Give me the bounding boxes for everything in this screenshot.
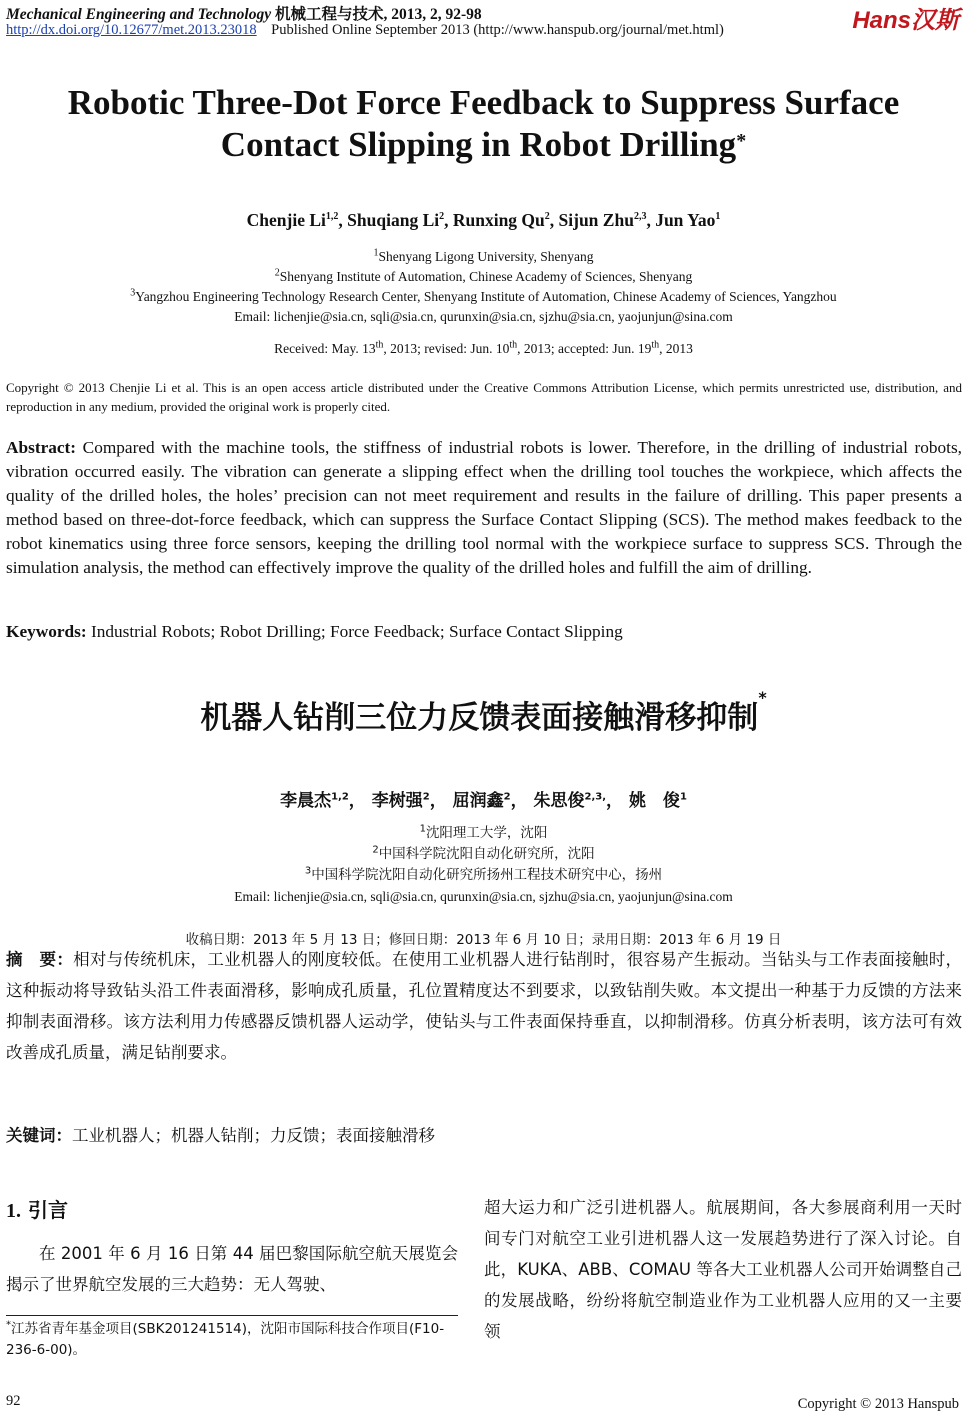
author: Chenjie Li$^{1,2}$, [246,210,348,230]
received-dates-en: Received: May. 13th, 2013; revised: Jun. 10th, 2013; accepted: Jun. 19th, 2013 [274,339,693,356]
author: Runxing Qu$^2$, [452,210,559,230]
body-column-left: 在 2001 年 6 月 16 日第 44 届巴黎国际航空航天展览会揭示了世界航空发展的三大趋势：无人驾驶、 [6,1244,458,1294]
affiliation-cn-2: $^2$中国科学院沈阳自动化研究所，沈阳 [372,844,595,862]
footnote: *江苏省青年基金项目(SBK201241514)，沈阳市国际科技合作项目(F10-236-6-00)。 [6,1319,445,1358]
keywords-cn-text: 工业机器人；机器人钻削；力反馈；表面接触滑移 [72,1126,435,1145]
email-cn: Email: lichenjie@sia.cn, sqli@sia.cn, qurunxin@sia.cn, sjzhu@sia.cn, yaojunjun@sina.com [234,889,733,904]
hanspub-logo: Hans汉斯 [852,7,959,34]
affiliations-cn [0,823,967,907]
paper-title-cn: 机器人钻削三位力反馈表面接触滑移抑制* [200,688,767,736]
footer-copyright: Copyright © 2013 Hanspub [797,1396,959,1412]
author: 李树强$^2$， [371,791,447,811]
received-dates-cn: 收稿日期：2013 年 5 月 13 日；修回日期：2013 年 6 月 10 日；录用日期：2013 年 6 月 19 日 [185,932,782,948]
abstract-text: Compared with the machine tools, the stiffness of industrial robots is lower. Therefore, in the drilling of industrial robots, vibration occurred easily. The vibration can generate a slipping effect when the drilling tool touches the workpiece, which affects the quality of the drilled holes, the holes’ precision can not meet requirement and results in the failure of drilling. This paper presents a method based on three-dot-force feedback, which can suppress the Surface Contact Slipping (SCS). The method makes feedback to the robot kinematics using three force sensors, keeping the drilling tool normal with the workpiece surface to suppress SCS. Through the simulation analysis, the method can effectively improve the quality of the drilled holes and fulfill the aim of drilling. [6,438,962,577]
affiliation-cn-3: $^3$中国科学院沈阳自动化研究所扬州工程技术研究中心，扬州 [304,865,663,883]
copyright-notice: Copyright © 2013 Chenjie Li et al. This is an open access article distributed under the Creative Commons Attribution License, which permits unrestricted use, distribution, and reproduction in any medium, provided the original work is properly cited. [6,380,962,414]
author: 李晨杰$^{1,2}$， [280,791,366,811]
authors-cn [0,786,967,811]
author: Shuqiang Li$^2$, [347,210,453,230]
keywords-label: Keywords: [6,622,87,641]
keywords-cn-label: 关键词： [6,1126,72,1145]
publication-line [6,22,724,39]
author: 朱思俊$^{2,3,}$， [533,791,624,811]
affiliation-2: $^2$Shenyang Institute of Automation, Chinese Academy of Sciences, Shenyang [274,267,693,284]
abstract-en [6,436,962,580]
abstract-label: Abstract: [6,438,77,457]
email-en: Email: lichenjie@sia.cn, sqli@sia.cn, qurunxin@sia.cn, sjzhu@sia.cn, yaojunjun@sina.com [234,309,733,324]
journal-header [6,2,482,24]
abstract-cn-label: 摘 要： [6,950,74,969]
section-heading: 1. 引言 [6,1198,68,1222]
author: Jun Yao$^1$ [655,210,721,230]
affiliations-en [0,247,967,327]
footnote-divider [6,1315,458,1316]
keywords-text: Industrial Robots; Robot Drilling; Force Feedback; Surface Contact Slipping [86,622,623,641]
author: Sijun Zhu$^{2,3}$, [558,210,656,230]
title-footnote-mark: * [736,130,747,152]
abstract-cn-text: 相对与传统机床，工业机器人的刚度较低。在使用工业机器人进行钻削时，很容易产生振动。当钻头与工作表面接触时，这种振动将导致钻头沿工件表面滑移，影响成孔质量，孔位置精度达不到要求，以致钻削失败。本文提出一种基于力反馈的方法来抑制表面滑移。该方法利用力传感器反馈机器人运动学，使钻头与工件表面保持垂直，以抑制滑移。仿真分析表明，该方法可有效改善成孔质量，满足钻削要求。 [6,950,963,1062]
title-line-1: Robotic Three-Dot Force Feedback to Suppress Surface [67,83,900,122]
paper-title-en [0,82,967,166]
body-column-right: 超大运力和广泛引进机器人。航展期间，各大参展商利用一天时间专门对航空工业引进机器人这一发展趋势进行了深入讨论。自此，KUKA、ABB、COMAU 等各大工业机器人公司开始调整自己的发展战略，纷纷将航空制造业作为工业机器人应用的又一主要领 [484,1198,962,1341]
keywords-en [6,622,623,642]
page-number: 92 [6,1393,21,1409]
journal-name-en: Mechanical Engineering and Technology [6,6,272,23]
abstract-cn [6,944,962,1068]
author: 屈润鑫$^2$， [452,791,528,811]
title-line-2: Contact Slipping in Robot Drilling [220,125,737,164]
affiliation-1: $^1$Shenyang Ligong University, Shenyang [373,247,594,264]
keywords-cn [6,1122,435,1146]
journal-name-cn: 机械工程与技术, 2013, 2, 92-98 [274,6,482,23]
affiliation-3: $^3$Yangzhou Engineering Technology Research Center, Shenyang Institute of Automation, Chinese Academy of Sciences, Yangzhou [130,287,837,304]
authors-en [0,210,967,231]
author: 姚 俊$^1$ [628,791,687,811]
published-online: Published Online September 2013 (http://www.hanspub.org/journal/met.html) [271,22,724,38]
doi-link[interactable]: http://dx.doi.org/10.12677/met.2013.23018 [6,22,257,38]
affiliation-cn-1: $^1$沈阳理工大学，沈阳 [419,823,548,841]
